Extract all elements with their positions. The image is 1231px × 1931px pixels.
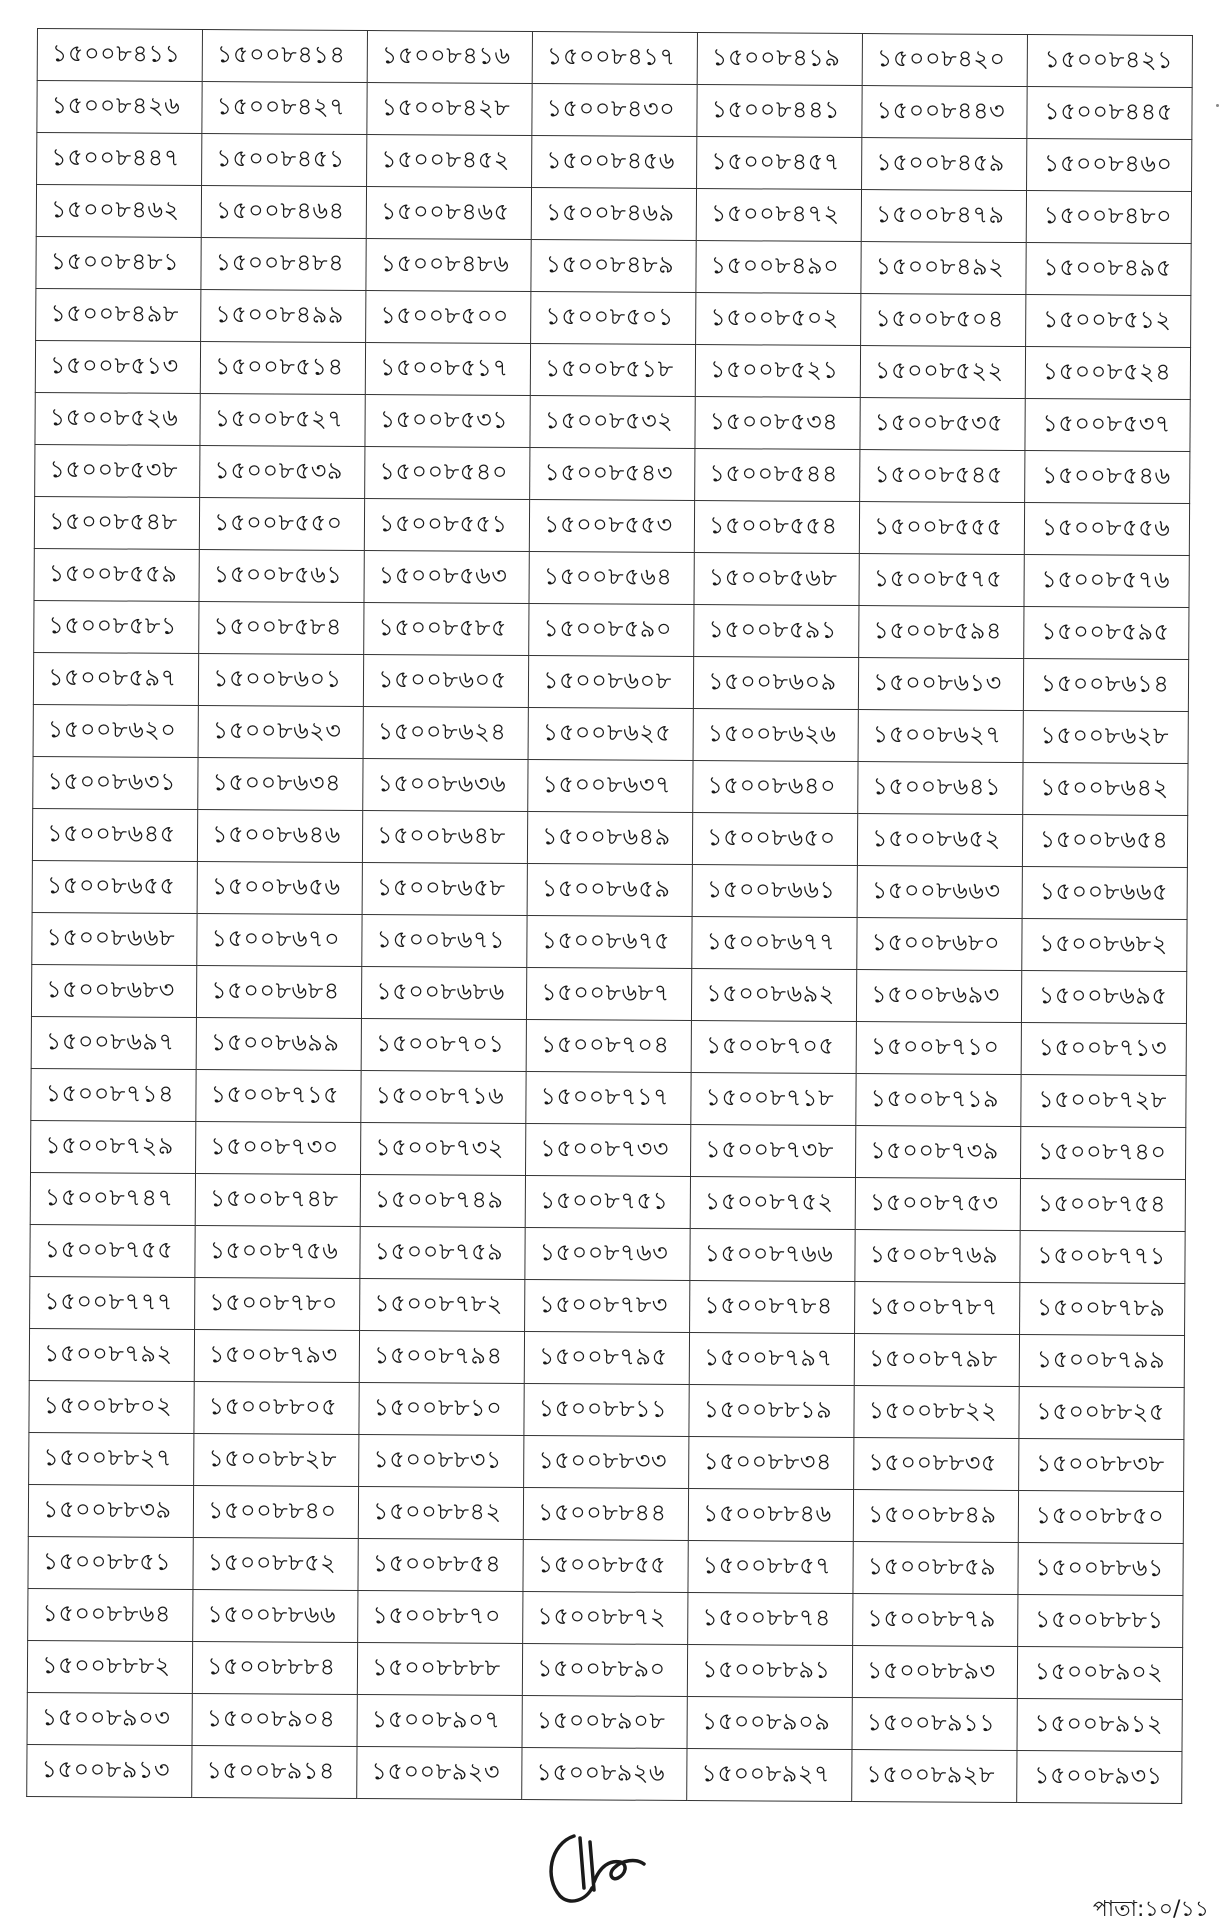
roll-number-cell: ১৫০০৮৬৪২ <box>1023 763 1188 816</box>
roll-number-cell: ১৫০০৮৫৩৫ <box>860 398 1025 451</box>
roll-number-cell: ১৫০০৮৭৯৫ <box>524 1332 689 1385</box>
table-row <box>27 1692 1182 1751</box>
roll-number-cell: ১৫০০৮৪৬৫ <box>366 187 531 240</box>
roll-number-cell: ১৫০০৮৭৮৭ <box>855 1282 1020 1335</box>
table-row <box>35 392 1190 451</box>
roll-number-cell: ১৫০০৮৯২৩ <box>357 1746 522 1799</box>
roll-number-cell: ১৫০০৮৪৫৯ <box>862 138 1027 191</box>
roll-number-cell: ১৫০০৮৬৫২ <box>857 814 1022 867</box>
roll-number-cell: ১৫০০৮৪৭২ <box>696 189 861 242</box>
roll-number-cell: ১৫০০৮৫১৩ <box>35 340 200 393</box>
roll-number-cell: ১৫০০৮৫৯৪ <box>859 606 1024 659</box>
roll-number-cell: ১৫০০৮৭৯৩ <box>194 1329 359 1382</box>
roll-number-cell: ১৫০০৮৫২৬ <box>35 392 200 445</box>
roll-number-cell: ১৫০০৮৫৫১ <box>364 499 529 552</box>
roll-number-cell: ১৫০০৮৪৪৫ <box>1027 87 1192 140</box>
roll-number-cell: ১৫০০৮৪৯৯ <box>201 290 366 343</box>
roll-number-cell: ১৫০০৮৭২৮ <box>1021 1075 1186 1128</box>
roll-number-cell: ১৫০০৮৮৩৯ <box>28 1484 193 1537</box>
table-row <box>36 288 1191 347</box>
roll-number-cell: ১৫০০৮৭৮৩ <box>525 1280 690 1333</box>
roll-number-cell: ১৫০০৮৮৫১ <box>28 1536 193 1589</box>
roll-number-cell: ১৫০০৮৫৮৪ <box>199 602 364 655</box>
roll-number-cell: ১৫০০৮৫৩৯ <box>200 446 365 499</box>
roll-number-cell: ১৫০০৮৯২৮ <box>852 1750 1017 1803</box>
table-row <box>33 704 1188 763</box>
roll-number-cell: ১৫০০৮৫৬৩ <box>364 551 529 604</box>
roll-number-cell: ১৫০০৮৫৯৫ <box>1024 607 1189 660</box>
roll-number-cell: ১৫০০৮৮১৯ <box>689 1385 854 1438</box>
roll-number-cell: ১৫০০৮৬৯৯ <box>196 1017 361 1070</box>
roll-number-cell: ১৫০০৮৪২৭ <box>202 82 367 135</box>
table-row <box>37 133 1192 192</box>
roll-number-cell: ১৫০০৮৪৯৮ <box>36 288 201 341</box>
roll-number-cell: ১৫০০৮৭৫৩ <box>855 1178 1020 1231</box>
roll-number-cell: ১৫০০৮৬১৩ <box>858 658 1023 711</box>
roll-number-cell: ১৫০০৮৯১৪ <box>192 1745 357 1798</box>
roll-number-cell: ১৫০০৮৭০৪ <box>526 1020 691 1073</box>
roll-number-cell: ১৫০০৮৬৯৩ <box>856 970 1021 1023</box>
table-row <box>29 1380 1184 1439</box>
roll-number-cell: ১৫০০৮৪১৪ <box>202 30 367 83</box>
roll-number-cell: ১৫০০৮৬৩৭ <box>528 760 693 813</box>
roll-number-cell: ১৫০০৮৮৭০ <box>358 1590 523 1643</box>
roll-number-cell: ১৫০০৮৫২২ <box>860 346 1025 399</box>
roll-number-cell: ১৫০০৮৪৯৫ <box>1026 243 1191 296</box>
roll-number-cell: ১৫০০৮৮৯৩ <box>852 1646 1017 1699</box>
roll-number-cell: ১৫০০৮৬৮৭ <box>526 968 691 1021</box>
roll-number-cell: ১৫০০৮৮৫৪ <box>358 1538 523 1591</box>
roll-number-cell: ১৫০০৮৯১৩ <box>27 1744 192 1797</box>
roll-number-cell: ১৫০০৮৬৫৪ <box>1022 815 1187 868</box>
roll-number-cell: ১৫০০৮৮৮৪ <box>192 1641 357 1694</box>
roll-number-cell: ১৫০০৮৫৮৫ <box>364 603 529 656</box>
roll-number-cell: ১৫০০৮৭৯৪ <box>359 1330 524 1383</box>
roll-number-cell: ১৫০০৮৭৪৭ <box>30 1172 195 1225</box>
table-row <box>27 1640 1182 1699</box>
roll-number-cell: ১৫০০৮৭১৫ <box>196 1069 361 1122</box>
table-row <box>34 548 1189 607</box>
roll-number-cell: ১৫০০৮৬১৪ <box>1023 659 1188 712</box>
roll-number-cell: ১৫০০৮৭৫২ <box>690 1177 855 1230</box>
roll-number-cell: ১৫০০৮৮৫৯ <box>853 1542 1018 1595</box>
roll-number-cell: ১৫০০৮৬৫৫ <box>32 860 197 913</box>
roll-number-cell: ১৫০০৮৮৮৮ <box>357 1642 522 1695</box>
roll-number-cell: ১৫০০৮৮৬১ <box>1018 1543 1183 1596</box>
roll-number-cell: ১৫০০৮৮৫২ <box>193 1537 358 1590</box>
roll-number-cell: ১৫০০৮৮৭৯ <box>853 1594 1018 1647</box>
table-row <box>31 1068 1186 1127</box>
table-row <box>31 1016 1186 1075</box>
table-row <box>36 185 1191 244</box>
roll-number-cell: ১৫০০৮৫৪৫ <box>860 450 1025 503</box>
roll-number-cell: ১৫০০৮৭৮৪ <box>690 1281 855 1334</box>
roll-number-cell: ১৫০০৮৪১৬ <box>367 31 532 84</box>
roll-number-cell: ১৫০০৮৫১৪ <box>200 342 365 395</box>
roll-number-cell: ১৫০০৮৬৮০ <box>857 918 1022 971</box>
roll-number-cell: ১৫০০৮৪৮৬ <box>366 239 531 292</box>
roll-number-cell: ১৫০০৮৮৫৭ <box>688 1541 853 1594</box>
roll-number-cell: ১৫০০৮৫৫৫ <box>859 502 1024 555</box>
roll-number-cell: ১৫০০৮৬৪১ <box>858 762 1023 815</box>
roll-number-cell: ১৫০০৮৪১১ <box>37 29 202 82</box>
roll-number-cell: ১৫০০৮৮৩৪ <box>689 1437 854 1490</box>
roll-number-cell: ১৫০০৮৭৩২ <box>361 1122 526 1175</box>
roll-number-cell: ১৫০০৮৬৫৮ <box>362 863 527 916</box>
roll-number-cell: ১৫০০৮৭০১ <box>361 1019 526 1072</box>
roll-number-cell: ১৫০০৮৬২৪ <box>363 707 528 760</box>
roll-number-cell: ১৫০০৮৫৫৬ <box>1024 503 1189 556</box>
roll-number-cell: ১৫০০৮৯০৯ <box>687 1697 852 1750</box>
roll-number-cell: ১৫০০৮৪৩০ <box>532 84 697 137</box>
roll-number-cell: ১৫০০৮৭৫১ <box>525 1176 690 1229</box>
roll-number-cell: ১৫০০৮৪৬৪ <box>201 186 366 239</box>
roll-number-cell: ১৫০০৮৪৪৭ <box>37 133 202 186</box>
roll-number-cell: ১৫০০৮৪২০ <box>862 34 1027 87</box>
roll-number-cell: ১৫০০৮৮৪২ <box>358 1486 523 1539</box>
roll-number-cell: ১৫০০৮৫০২ <box>696 293 861 346</box>
roll-number-cell: ১৫০০৮৬৪৮ <box>362 811 527 864</box>
roll-number-cell: ১৫০০৮৭৫৯ <box>360 1226 525 1279</box>
roll-number-cell: ১৫০০৮৮০২ <box>29 1380 194 1433</box>
roll-number-cell: ১৫০০৮৪১৯ <box>697 33 862 86</box>
roll-number-cell: ১৫০০৮৮১০ <box>359 1382 524 1435</box>
roll-number-cell: ১৫০০৮৭৯৮ <box>854 1334 1019 1387</box>
table-row <box>34 496 1189 555</box>
roll-number-cell: ১৫০০৮৪৮১ <box>36 236 201 289</box>
roll-number-cell: ১৫০০৮৮৭৪ <box>688 1593 853 1646</box>
roll-number-cell: ১৫০০৮৯২৭ <box>687 1749 852 1802</box>
roll-number-cell: ১৫০০৮৭৫৫ <box>30 1224 195 1277</box>
roll-number-cell: ১৫০০৮৫২৭ <box>200 394 365 447</box>
roll-number-cell: ১৫০০৮৭১০ <box>856 1022 1021 1075</box>
roll-number-cell: ১৫০০৮৫৪৪ <box>695 449 860 502</box>
roll-number-cell: ১৫০০৮৫৩২ <box>530 396 695 449</box>
roll-number-cell: ১৫০০৮৬৪০ <box>693 761 858 814</box>
roll-number-cell: ১৫০০৮৮৫০ <box>1018 1491 1183 1544</box>
roll-number-cell: ১৫০০৮৪৪১ <box>697 85 862 138</box>
roll-number-cell: ১৫০০৮৬৬৩ <box>857 866 1022 919</box>
roll-number-cell: ১৫০০৮৫১৭ <box>365 343 530 396</box>
roll-number-cell: ১৫০০৮৬৫০ <box>692 813 857 866</box>
roll-number-cell: ১৫০০৮৬৯৫ <box>1021 971 1186 1024</box>
roll-number-cell: ১৫০০৮৭১৯ <box>856 1074 1021 1127</box>
roll-number-cell: ১৫০০৮৯৩১ <box>1017 1751 1182 1804</box>
roll-number-cell: ১৫০০৮৮০৫ <box>194 1381 359 1434</box>
roll-number-cell: ১৫০০৮৭৬৬ <box>690 1229 855 1282</box>
roll-number-cell: ১৫০০৮৯০৮ <box>522 1695 687 1748</box>
roll-number-table-body <box>27 29 1193 1804</box>
roll-number-cell: ১৫০০৮৬০১ <box>198 653 363 706</box>
roll-number-cell: ১৫০০৮৭৯২ <box>29 1328 194 1381</box>
table-row <box>32 860 1187 919</box>
roll-number-cell: ১৫০০৮৬৮৩ <box>31 964 196 1017</box>
roll-number-cell: ১৫০০৮৫৬৮ <box>694 553 859 606</box>
roll-number-cell: ১৫০০৮৪২৬ <box>37 81 202 134</box>
roll-number-cell: ১৫০০৮৪৫৬ <box>532 136 697 189</box>
roll-number-cell: ১৫০০৮৮৫৫ <box>523 1539 688 1592</box>
roll-number-cell: ১৫০০৮৭০৫ <box>691 1021 856 1074</box>
roll-number-cell: ১৫০০৮৫৫৩ <box>529 500 694 553</box>
roll-number-cell: ১৫০০৮৫৫৪ <box>694 501 859 554</box>
roll-number-cell: ১৫০০৮৬৯৭ <box>31 1016 196 1069</box>
page-number: পাতা:১০/১১ <box>1092 1897 1209 1922</box>
roll-number-cell: ১৫০০৮৬৭০ <box>197 913 362 966</box>
table-row <box>33 756 1188 815</box>
roll-number-cell: ১৫০০৮৯১১ <box>852 1698 1017 1751</box>
roll-number-cell: ১৫০০৮৫২১ <box>695 345 860 398</box>
roll-number-cell: ১৫০০৮৫৭৫ <box>859 554 1024 607</box>
roll-number-cell: ১৫০০৮৪৫৭ <box>697 137 862 190</box>
roll-number-cell: ১৫০০৮৬৭৭ <box>692 917 857 970</box>
table-row <box>32 808 1187 867</box>
roll-number-cell: ১৫০০৮৪৮৯ <box>531 240 696 293</box>
roll-number-cell: ১৫০০৮৭১৪ <box>31 1068 196 1121</box>
roll-number-cell: ১৫০০৮৫৮১ <box>34 600 199 653</box>
table-row <box>28 1588 1183 1647</box>
roll-number-cell: ১৫০০৮৬৮৪ <box>196 965 361 1018</box>
roll-number-cell: ১৫০০৮৬৮৬ <box>361 967 526 1020</box>
roll-number-cell: ১৫০০৮৮৬৬ <box>193 1589 358 1642</box>
roll-number-cell: ১৫০০৮৬২৩ <box>198 705 363 758</box>
table-row <box>31 964 1186 1023</box>
roll-number-cell: ১৫০০৮৫২৪ <box>1025 347 1190 400</box>
roll-number-cell: ১৫০০৮৬২৬ <box>693 709 858 762</box>
roll-number-cell: ১৫০০৮৪৬০ <box>1027 139 1192 192</box>
roll-number-cell: ১৫০০৮৮৯১ <box>687 1645 852 1698</box>
roll-number-cell: ১৫০০৮৮১১ <box>524 1384 689 1437</box>
roll-number-cell: ১৫০০৮৮৮২ <box>27 1640 192 1693</box>
roll-number-cell: ১৫০০৮৮২২ <box>854 1386 1019 1439</box>
roll-number-cell: ১৫০০৮৫৩১ <box>365 395 530 448</box>
roll-number-cell: ১৫০০৮৫৪৮ <box>34 496 199 549</box>
roll-number-cell: ১৫০০৮৬৩৬ <box>363 759 528 812</box>
roll-number-cell: ১৫০০৮৭৭১ <box>1020 1231 1185 1284</box>
roll-number-cell: ১৫০০৮৭৭৭ <box>30 1276 195 1329</box>
roll-number-cell: ১৫০০৮৭৯৭ <box>689 1333 854 1386</box>
roll-number-cell: ১৫০০৮৭৩০ <box>196 1121 361 1174</box>
roll-number-cell: ১৫০০৮৬৬৫ <box>1022 867 1187 920</box>
roll-number-cell: ১৫০০৮৭৩৮ <box>690 1125 855 1178</box>
roll-number-cell: ১৫০০৮৫৩৮ <box>35 444 200 497</box>
table-row <box>29 1432 1184 1491</box>
roll-number-cell: ১৫০০৮৬৬৮ <box>32 912 197 965</box>
roll-number-cell: ১৫০০৮৭৬৯ <box>855 1230 1020 1283</box>
table-row <box>37 81 1192 140</box>
roll-number-cell: ১৫০০৮৪৫২ <box>367 135 532 188</box>
table-row <box>28 1536 1183 1595</box>
roll-number-cell: ১৫০০৮৫৬১ <box>199 550 364 603</box>
roll-number-cell: ১৫০০৮৯০৪ <box>192 1693 357 1746</box>
roll-number-cell: ১৫০০৮৪৯২ <box>861 242 1026 295</box>
roll-number-cell: ১৫০০৮৭৫৪ <box>1020 1179 1185 1232</box>
roll-number-cell: ১৫০০৮৬২৫ <box>528 708 693 761</box>
roll-number-cell: ১৫০০৮৫৫৯ <box>34 548 199 601</box>
roll-number-cell: ১৫০০৮৫০১ <box>531 292 696 345</box>
table-row <box>37 29 1192 88</box>
roll-number-cell: ১৫০০৮৭১৬ <box>361 1070 526 1123</box>
roll-number-cell: ১৫০০৮৭৮০ <box>195 1277 360 1330</box>
roll-number-cell: ১৫০০৮৮৭২ <box>523 1591 688 1644</box>
roll-number-cell: ১৫০০৮৬৯২ <box>691 969 856 1022</box>
roll-number-cell: ১৫০০৮৬৫৬ <box>197 861 362 914</box>
roll-number-cell: ১৫০০৮৬৪৫ <box>32 808 197 861</box>
roll-number-cell: ১৫০০৮৮৩৫ <box>854 1438 1019 1491</box>
roll-number-cell: ১৫০০৮৫১৮ <box>530 344 695 397</box>
roll-number-cell: ১৫০০৮৫৩৪ <box>695 397 860 450</box>
table-row <box>33 652 1188 711</box>
roll-number-cell: ১৫০০৮৯২৬ <box>522 1747 687 1800</box>
roll-number-cell: ১৫০০৮৮৪৪ <box>523 1487 688 1540</box>
roll-number-cell: ১৫০০৮৪৬২ <box>36 185 201 238</box>
roll-number-cell: ১৫০০৮৪৯০ <box>696 241 861 294</box>
roll-number-cell: ১৫০০৮৫০৪ <box>861 294 1026 347</box>
roll-number-cell: ১৫০০৮৫৪৩ <box>530 448 695 501</box>
roll-number-cell: ১৫০০৮৪৫১ <box>202 134 367 187</box>
table-row <box>27 1744 1182 1803</box>
roll-number-cell: ১৫০০৮৬০৫ <box>363 655 528 708</box>
roll-number-cell: ১৫০০৮৭১৮ <box>691 1073 856 1126</box>
roll-number-cell: ১৫০০৮৪৬৯ <box>531 188 696 241</box>
roll-number-cell: ১৫০০৮৬৭১ <box>362 915 527 968</box>
roll-number-cell: ১৫০০৮৭৫৬ <box>195 1225 360 1278</box>
roll-number-cell: ১৫০০৮৪১৭ <box>532 32 697 85</box>
table-row <box>35 444 1190 503</box>
roll-number-cell: ১৫০০৮৫৭৬ <box>1024 555 1189 608</box>
roll-number-cell: ১৫০০৮৪৪৩ <box>862 86 1027 139</box>
table-row <box>36 236 1191 295</box>
table-row <box>31 1120 1186 1179</box>
roll-number-cell: ১৫০০৮৭৩৩ <box>525 1124 690 1177</box>
roll-number-cell: ১৫০০৮৮৩৮ <box>1019 1439 1184 1492</box>
roll-number-cell: ১৫০০৮৭৮৯ <box>1020 1283 1185 1336</box>
roll-number-cell: ১৫০০৮৬০৮ <box>528 656 693 709</box>
roll-number-cell: ১৫০০৮৭২৯ <box>31 1120 196 1173</box>
roll-number-cell: ১৫০০৮৫৬৪ <box>529 552 694 605</box>
roll-number-cell: ১৫০০৮৬৮২ <box>1022 919 1187 972</box>
roll-number-cell: ১৫০০৮৭৬৩ <box>525 1228 690 1281</box>
roll-number-cell: ১৫০০৮৭১৭ <box>526 1072 691 1125</box>
roll-number-cell: ১৫০০৮৫০০ <box>366 291 531 344</box>
roll-number-cell: ১৫০০৮৮৩১ <box>359 1434 524 1487</box>
roll-number-cell: ১৫০০৮৮৪০ <box>193 1485 358 1538</box>
roll-number-cell: ১৫০০৮৫১২ <box>1026 295 1191 348</box>
roll-number-cell: ১৫০০৮৬৪৯ <box>527 812 692 865</box>
roll-number-cell: ১৫০০৮৮২৫ <box>1019 1387 1184 1440</box>
roll-number-cell: ১৫০০৮৮৪৬ <box>688 1489 853 1542</box>
roll-number-cell: ১৫০০৮৬৪৬ <box>197 809 362 862</box>
roll-number-cell: ১৫০০৮৬২৮ <box>1023 711 1188 764</box>
roll-number-cell: ১৫০০৮৪৭৯ <box>861 190 1026 243</box>
roll-number-cell: ১৫০০৮৪২৮ <box>367 83 532 136</box>
roll-number-cell: ১৫০০৮৯০২ <box>1017 1647 1182 1700</box>
roll-number-cell: ১৫০০৮৫৯০ <box>529 604 694 657</box>
roll-number-cell: ১৫০০৮৫৩৭ <box>1025 399 1190 452</box>
roll-number-cell: ১৫০০৮৬৩১ <box>33 756 198 809</box>
roll-number-cell: ১৫০০৮৭৮২ <box>360 1278 525 1331</box>
roll-number-cell: ১৫০০৮৭৩৯ <box>855 1126 1020 1179</box>
table-row <box>30 1276 1185 1335</box>
roll-number-cell: ১৫০০৮৮৪৯ <box>853 1490 1018 1543</box>
table-row <box>28 1484 1183 1543</box>
roll-number-cell: ১৫০০৮৬৬১ <box>692 865 857 918</box>
roll-number-cell: ১৫০০৮৪২১ <box>1027 35 1192 88</box>
table-row <box>32 912 1187 971</box>
table-row <box>34 600 1189 659</box>
roll-number-cell: ১৫০০৮৫৯১ <box>694 605 859 658</box>
roll-number-cell: ১৫০০৮৬৭৫ <box>527 916 692 969</box>
roll-number-cell: ১৫০০৮৬৩৪ <box>198 757 363 810</box>
roll-number-cell: ১৫০০৮৬২০ <box>33 704 198 757</box>
roll-number-cell: ১৫০০৮৪৮৪ <box>201 238 366 291</box>
roll-number-cell: ১৫০০৮৮৬৪ <box>28 1588 193 1641</box>
table-row <box>35 340 1190 399</box>
roll-number-cell: ১৫০০৮৭৪৮ <box>195 1173 360 1226</box>
roll-number-cell: ১৫০০৮৬৫৯ <box>527 864 692 917</box>
roll-number-cell: ১৫০০৮৮৯০ <box>522 1643 687 1696</box>
roll-number-cell: ১৫০০৮৮২৭ <box>29 1432 194 1485</box>
roll-number-cell: ১৫০০৮৭৯৯ <box>1019 1335 1184 1388</box>
table-row <box>30 1224 1185 1283</box>
roll-number-cell: ১৫০০৮৪৮০ <box>1026 191 1191 244</box>
roll-number-cell: ১৫০০৮৫৪০ <box>365 447 530 500</box>
roll-number-cell: ১৫০০৮৫৫০ <box>199 498 364 551</box>
signature-icon <box>540 1808 650 1908</box>
table-row <box>30 1172 1185 1231</box>
roll-number-table <box>26 28 1193 1804</box>
roll-number-cell: ১৫০০৮৮২৮ <box>194 1433 359 1486</box>
roll-number-cell: ১৫০০৮৯০৩ <box>27 1692 192 1745</box>
roll-number-cell: ১৫০০৮৭৪০ <box>1020 1127 1185 1180</box>
roll-number-cell: ১৫০০৮৮৮১ <box>1018 1595 1183 1648</box>
roll-number-cell: ১৫০০৮৬০৯ <box>693 657 858 710</box>
roll-number-cell: ১৫০০৮৫৯৭ <box>33 652 198 705</box>
roll-number-cell: ১৫০০৮৫৪৬ <box>1025 451 1190 504</box>
roll-number-cell: ১৫০০৮৭৪৯ <box>360 1174 525 1227</box>
roll-number-cell: ১৫০০৮৭১৩ <box>1021 1023 1186 1076</box>
roll-number-cell: ১৫০০৮৬২৭ <box>858 710 1023 763</box>
scan-speck <box>1216 104 1219 107</box>
roll-number-cell: ১৫০০৮৯১২ <box>1017 1699 1182 1752</box>
table-row <box>29 1328 1184 1387</box>
roll-number-cell: ১৫০০৮৯০৭ <box>357 1694 522 1747</box>
roll-number-cell: ১৫০০৮৮৩৩ <box>524 1436 689 1489</box>
